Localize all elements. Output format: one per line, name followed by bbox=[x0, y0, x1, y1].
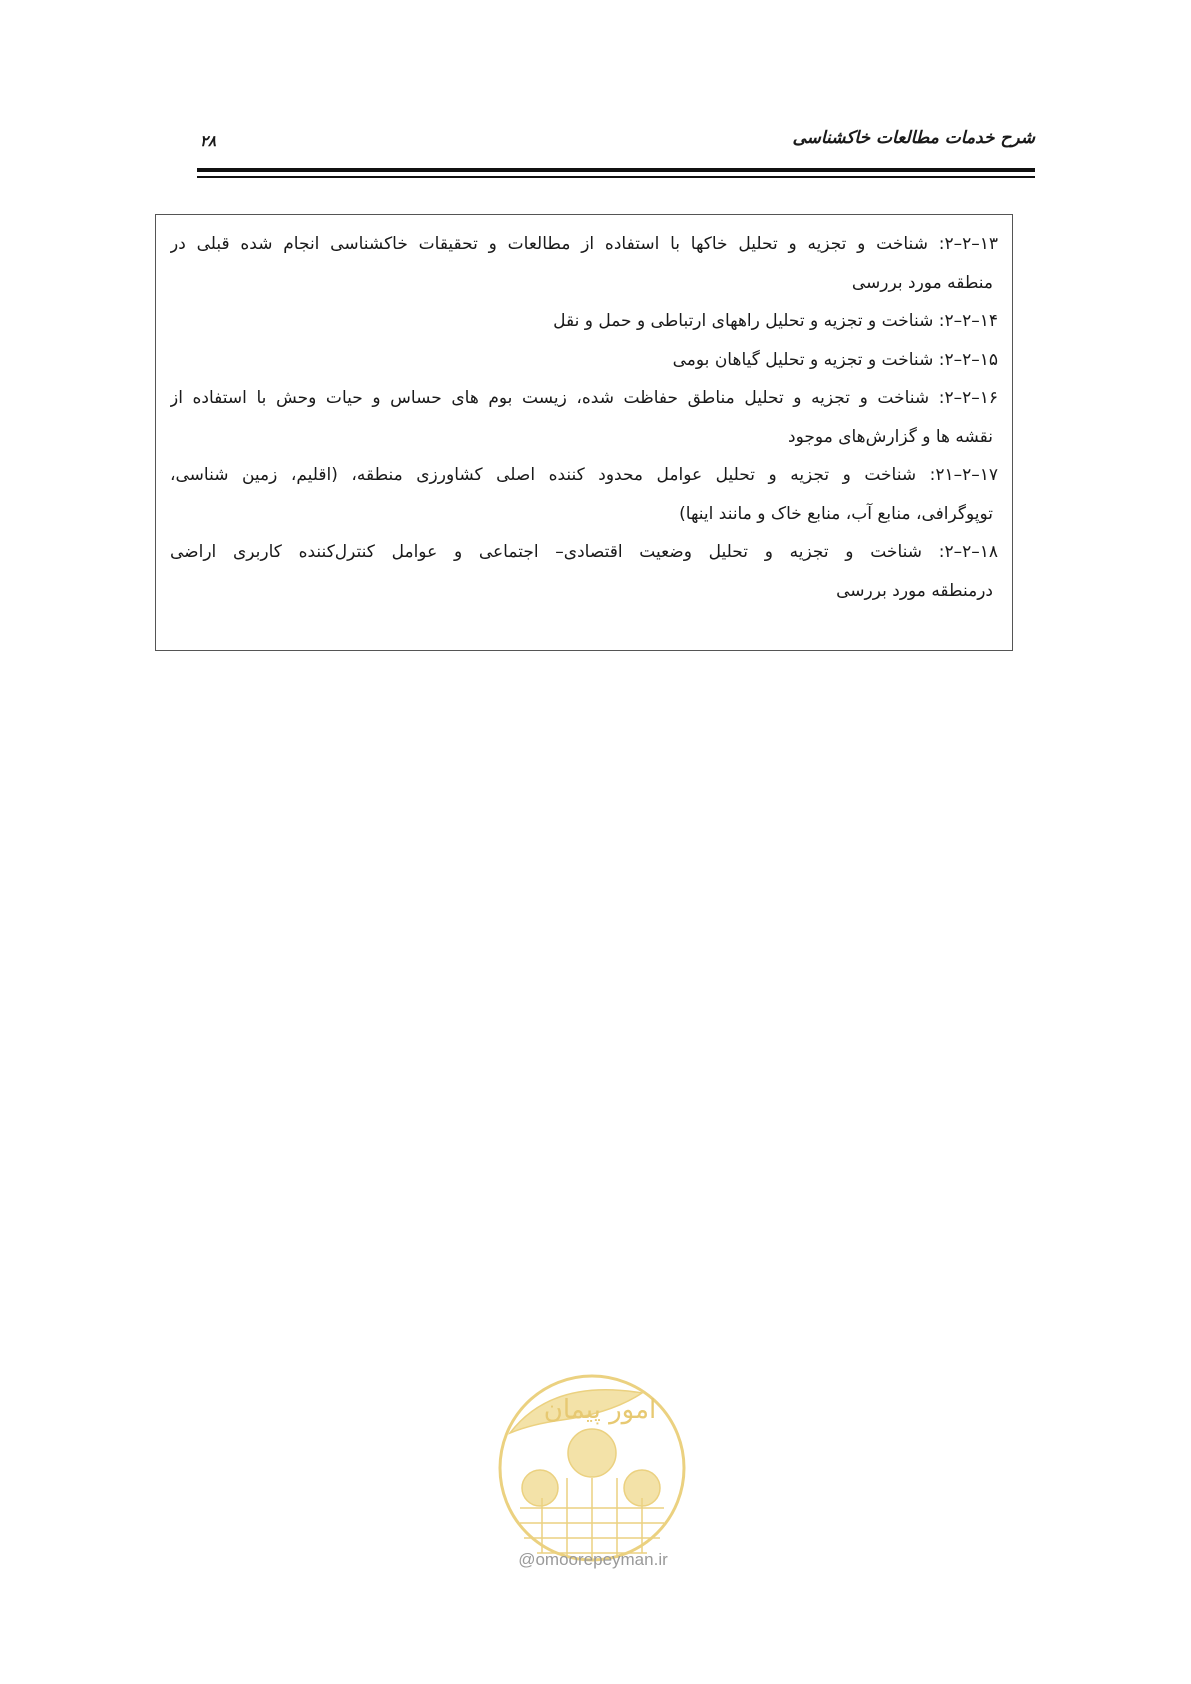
item-line: ۱۶–۲–۲: شناخت و تجزیه و تحلیل مناطق حفاظت شده، زیست بوم های حساس و حیات وحش با استفاده از bbox=[170, 388, 998, 408]
watermark-url: @omoorepeyman.ir bbox=[518, 1550, 668, 1569]
list-item bbox=[170, 302, 998, 341]
item-line: ۱۵–۲–۲: شناخت و تجزیه و تحلیل گیاهان بومی bbox=[672, 349, 998, 370]
list-item bbox=[170, 225, 998, 302]
item-line-continued: توپوگرافی، منابع آب، منابع خاک و مانند اینها) bbox=[679, 503, 993, 524]
list-item bbox=[170, 379, 998, 456]
list-item bbox=[170, 456, 998, 533]
item-line: ۱۷–۲–۲۱: شناخت و تجزیه و تحلیل عوامل محدود کننده اصلی کشاورزی منطقه، (اقلیم، زمین شناسی، bbox=[170, 465, 998, 485]
item-line-continued: منطقه مورد بررسی bbox=[851, 272, 993, 293]
header-rule-thin bbox=[197, 176, 1035, 178]
item-line: ۱۴–۲–۲: شناخت و تجزیه و تحلیل راههای ارتباطی و حمل و نقل bbox=[553, 311, 998, 331]
header-rule-thick bbox=[197, 168, 1035, 172]
item-line: ۱۸–۲–۲: شناخت و تجزیه و تحلیل وضعیت اقتصادی– اجتماعی و عوامل کنترل‌کننده کاربری اراضی bbox=[170, 542, 998, 562]
item-line-continued: نقشه ها و گزارش‌های موجود bbox=[788, 426, 993, 447]
item-line: ۱۳–۲–۲: شناخت و تجزیه و تحلیل خاکها با استفاده از مطالعات و تحقیقات خاکشناسی انجام شده قبلی در bbox=[170, 234, 998, 254]
watermark-logo-text: امور پیمان bbox=[543, 1395, 657, 1425]
list-item bbox=[170, 341, 998, 380]
content-box bbox=[155, 214, 1013, 651]
running-header-title: شرح خدمات مطالعات خاکشناسی bbox=[792, 128, 1035, 148]
list-item bbox=[170, 533, 998, 610]
item-line-continued: درمنطقه مورد بررسی bbox=[836, 580, 993, 601]
page-number: ۲۸ bbox=[200, 132, 217, 150]
